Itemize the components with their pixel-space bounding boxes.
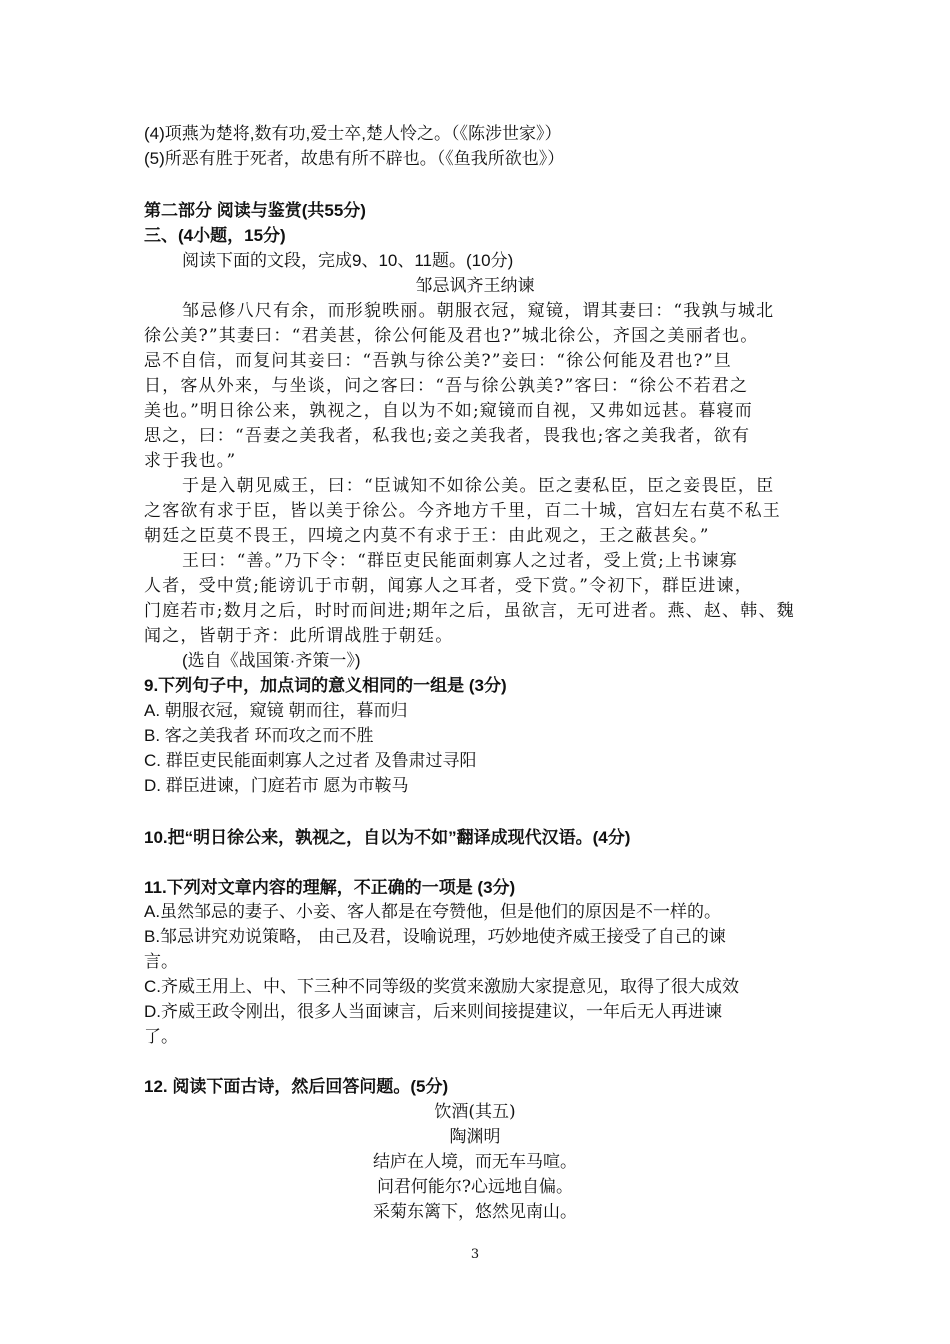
poem-author: 陶渊明 xyxy=(449,1127,501,1147)
poem-line: 问君何能尔?心远地自偏。 xyxy=(376,1177,574,1197)
passage-line: 门庭若市;数月之后，时时而间进;期年之后，虽欲言，无可进者。燕、赵、韩、魏 xyxy=(144,601,795,621)
passage-line: 王曰：“善。”乃下令：“群臣吏民能面刺寡人之过者，受上赏;上书谏寡 xyxy=(182,551,738,571)
section3-heading: 三、(4小题，15分) xyxy=(144,226,286,245)
item-5: (5)所恶有胜于死者，故患有所不辟也。（《鱼我所欲也》） xyxy=(144,149,565,168)
passage-line: 忌不自信，而复问其妾曰：“吾孰与徐公美?”妾曰：“徐公何能及君也?”旦 xyxy=(144,351,732,371)
question-11-stem: 11.下列对文章内容的理解，不正确的一项是 (3分) xyxy=(144,878,516,897)
reading-instruction: 阅读下面的文段，完成9、10、11题。(10分) xyxy=(182,251,514,270)
passage-line: 人者，受中赏;能谤讥于市朝，闻寡人之耳者，受下赏。”令初下，群臣进谏， xyxy=(144,576,753,596)
passage-line: 邹忌修八尺有余，而形貌昳丽。朝服衣冠，窥镜，谓其妻曰：“我孰与城北 xyxy=(182,301,775,321)
passage-title: 邹忌讽齐王纳谏 xyxy=(415,276,535,296)
poem-title: 饮酒(其五) xyxy=(434,1102,516,1122)
page-number: 3 xyxy=(470,1247,480,1262)
passage-line: 美也。”明日徐公来，孰视之，自以为不如;窥镜而自视，又弗如远甚。暮寝而 xyxy=(144,401,753,421)
question-11-line: 了。 xyxy=(144,1027,178,1046)
question-9-option: A. 朝服衣冠，窥镜 朝而往，暮而归 xyxy=(144,701,408,720)
question-11-line: 言。 xyxy=(144,952,178,971)
passage-line: 于是入朝见威王，曰：“臣诚知不如徐公美。臣之妻私臣，臣之妾畏臣，臣 xyxy=(182,476,775,496)
question-9-option: C. 群臣吏民能面刺寡人之过者 及鲁肃过寻阳 xyxy=(144,751,477,770)
question-12-stem: 12. 阅读下面古诗，然后回答问题。(5分) xyxy=(144,1077,449,1096)
passage-line: 朝廷之臣莫不畏王，四境之内莫不有求于王：由此观之，王之蔽甚矣。” xyxy=(144,526,710,546)
poem-line: 采菊东篱下，悠然见南山。 xyxy=(373,1202,577,1222)
passage-source: (选自《战国策·齐策一》) xyxy=(182,651,361,670)
question-10-stem: 10.把“明日徐公来，孰视之，自以为不如”翻译成现代汉语。(4分) xyxy=(144,828,631,847)
passage-line: 闻之，皆朝于齐：此所谓战胜于朝廷。 xyxy=(144,626,454,646)
item-4: (4)项燕为楚将,数有功,爱士卒,楚人怜之。（《陈涉世家》） xyxy=(144,124,562,143)
question-11-line: A.虽然邹忌的妻子、小妾、客人都是在夸赞他，但是他们的原因是不一样的。 xyxy=(144,902,722,921)
passage-line: 徐公美?”其妻曰：“君美甚，徐公何能及君也?”城北徐公，齐国之美丽者也。 xyxy=(144,326,759,346)
question-9-stem: 9.下列句子中，加点词的意义相同的一组是 (3分) xyxy=(144,676,507,695)
passage-line: 日，客从外来，与坐谈，问之客曰：“吾与徐公孰美?”客曰：“徐公不若君之 xyxy=(144,376,749,396)
part2-heading: 第二部分 阅读与鉴赏(共55分) xyxy=(144,201,366,220)
question-11-line: B.邹忌讲究劝说策略， 由己及君，设喻说理，巧妙地使齐威王接受了自己的谏 xyxy=(144,927,726,946)
question-11-line: C.齐威王用上、中、下三种不同等级的奖赏来激励大家提意见，取得了很大成效 xyxy=(144,977,739,996)
passage-line: 之客欲有求于臣，皆以美于徐公。今齐地方千里，百二十城，宫妇左右莫不私王 xyxy=(144,501,781,521)
passage-line: 求于我也。” xyxy=(144,451,237,471)
question-9-option: D. 群臣进谏，门庭若市 愿为市鞍马 xyxy=(144,776,409,795)
question-11-line: D.齐威王政令刚出，很多人当面谏言，后来则间接提建议，一年后无人再进谏 xyxy=(144,1002,722,1021)
question-9-option: B. 客之美我者 环而攻之而不胜 xyxy=(144,726,374,745)
passage-line: 思之，曰：“吾妻之美我者，私我也;妾之美我者，畏我也;客之美我者，欲有 xyxy=(144,426,751,446)
poem-line: 结庐在人境，而无车马喧。 xyxy=(373,1152,577,1172)
